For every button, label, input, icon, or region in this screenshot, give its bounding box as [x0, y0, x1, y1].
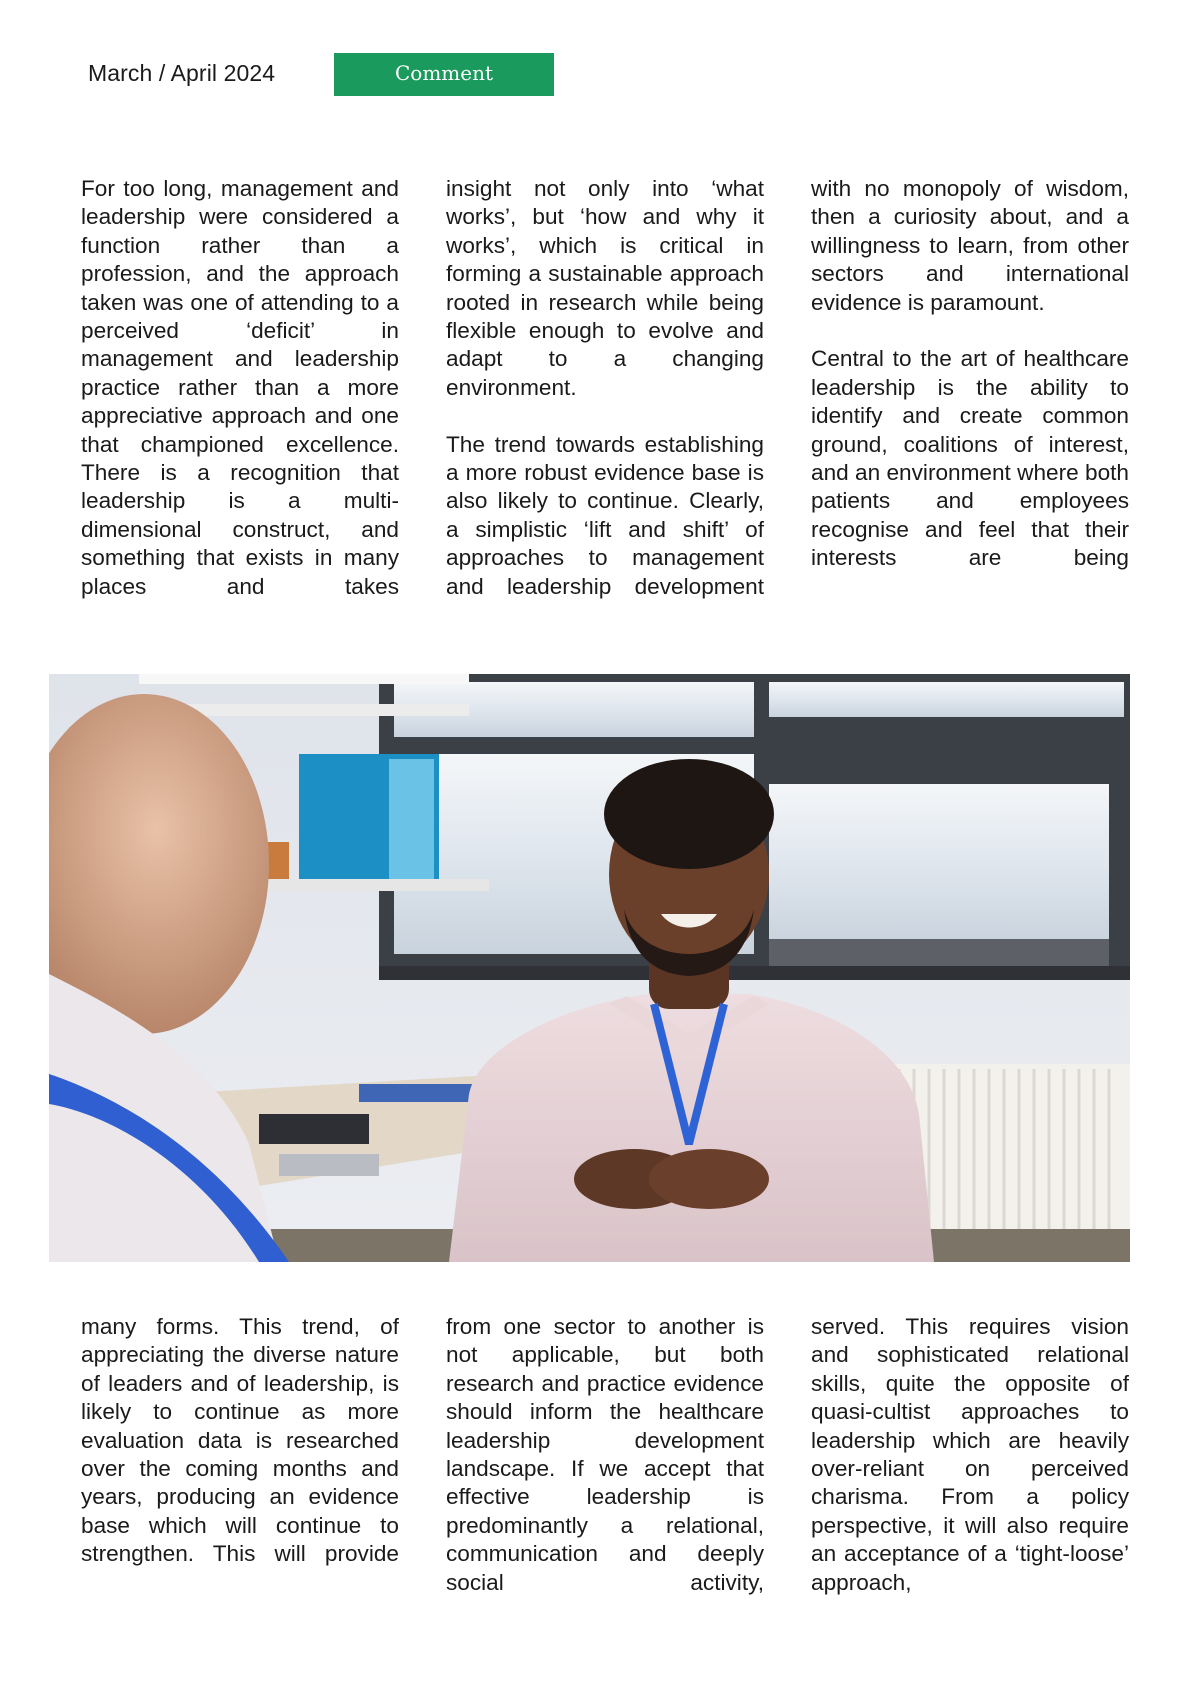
paragraph: Central to the art of healthcare leadership is the ability to identify and create common ground, coalitions of interest, and an environment where both patients and employees recognise and feel that their interests are being [811, 346, 1129, 571]
section-tag: Comment [334, 53, 554, 96]
paragraph: served. This requires vision and sophisticated relational skills, quite the opposite of quasi-cultist approaches to leadership which are heavily over-reliant on perceived charisma. From a policy perspective, it will also require an acceptance of a ‘tight-loose’ approach, [811, 1314, 1129, 1595]
paragraph: with no monopoly of wisdom, then a curiosity about, and a willingness to learn, from other sectors and international evidence is paramount. [811, 176, 1129, 315]
paragraph: many forms. This trend, of appreciating the diverse nature of leaders and of leadership, is likely to continue as more evaluation data is researched over the coming months and years, producing an evidence base which will continue to strengthen. This will provide [81, 1314, 399, 1567]
article-column-1-bottom [81, 1313, 399, 1603]
article-photo [49, 674, 1130, 1262]
article-column-1-top [81, 175, 399, 633]
issue-date: March / April 2024 [88, 60, 276, 86]
article-column-3-top [811, 175, 1129, 633]
paragraph: The trend towards establishing a more robust evidence base is also likely to continue. Clearly, a simplistic ‘lift and shift’ of approaches to management and leadership development [446, 431, 764, 599]
article-column-3-bottom [811, 1313, 1129, 1603]
paragraph: insight not only into ‘what works’, but ‘how and why it works’, which is critical in forming a sustainable approach rooted in research while being flexible enough to evolve and adapt to a changing environment. [446, 176, 764, 400]
article-column-2-bottom [446, 1313, 764, 1603]
article-column-2-top [446, 175, 764, 633]
paragraph: For too long, management and leadership were considered a function rather than a profession, and the approach taken was one of attending to a perceived ‘deficit’ in management and leadership practice rather than a more appreciative approach and one that championed excellence. There is a recognition that leadership is a multi-dimensional construct, and something that exists in many places and takes [81, 176, 399, 599]
paragraph: from one sector to another is not applicable, but both research and practice evidence should inform the healthcare leadership development landscape. If we accept that effective leadership is predominantly a relational, communication and deeply social activity, [446, 1314, 764, 1595]
